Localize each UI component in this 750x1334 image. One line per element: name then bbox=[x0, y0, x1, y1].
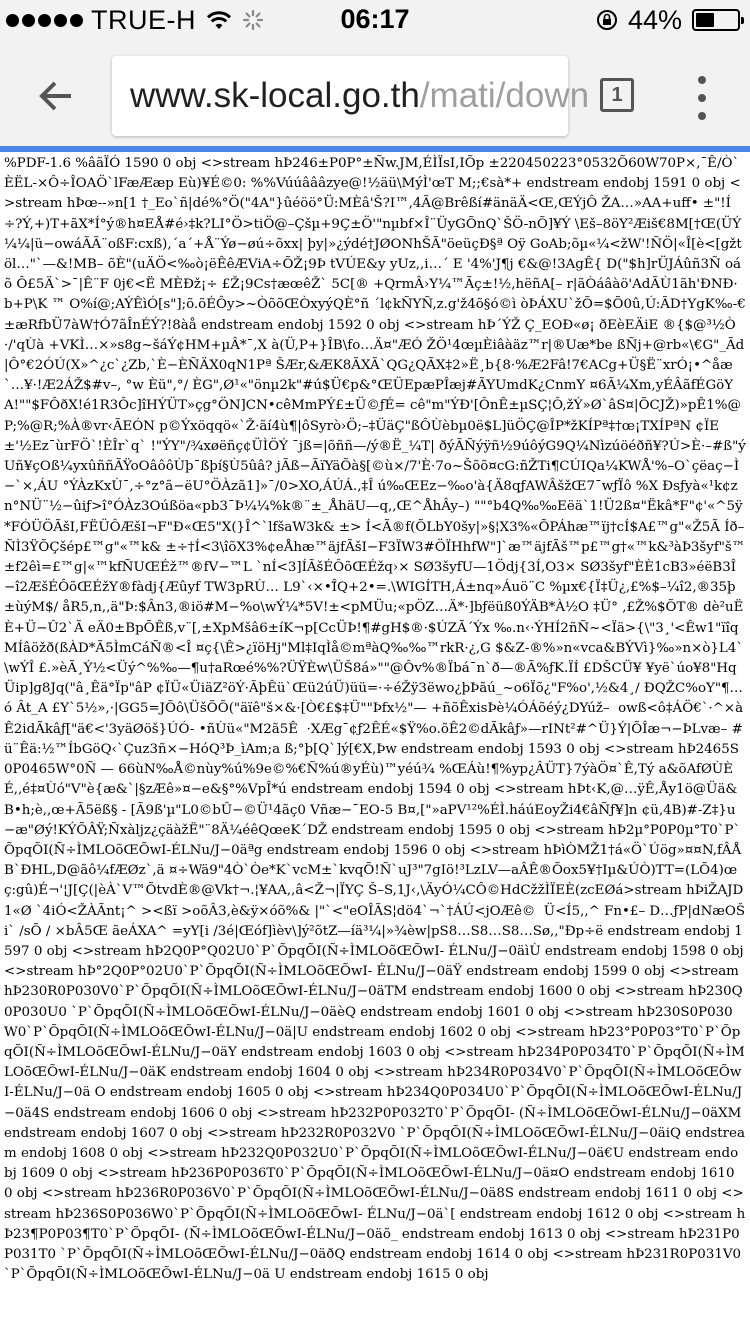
address-bar[interactable] bbox=[112, 56, 590, 136]
browser-toolbar bbox=[0, 40, 750, 146]
status-time: 06:17 bbox=[340, 4, 410, 34]
rotation-lock-icon bbox=[596, 9, 618, 31]
battery-icon bbox=[692, 9, 740, 31]
battery-level bbox=[696, 13, 714, 27]
url-path: /mati/down bbox=[419, 76, 590, 115]
overflow-menu-icon bbox=[698, 76, 706, 84]
url-text bbox=[112, 76, 589, 116]
url-host: www.sk-local.go.th bbox=[130, 76, 420, 115]
carrier-name: TRUE-H bbox=[91, 4, 196, 35]
status-right bbox=[596, 0, 740, 40]
back-button[interactable] bbox=[30, 70, 82, 122]
overflow-menu-button[interactable] bbox=[690, 76, 714, 120]
tab-count: 1 bbox=[611, 83, 623, 106]
battery-percent: 44% bbox=[627, 4, 682, 35]
page-content[interactable] bbox=[4, 152, 750, 1334]
tab-switcher-button[interactable] bbox=[600, 78, 634, 112]
status-bar bbox=[0, 0, 750, 40]
pdf-raw-text: %PDF-1.6 %âãÏÓ 1590 0 obj <>stream hÞ246±P0P°±Ñw.JM,ÉÌÏsI,IÕp ±220450223°0532Õ60W70P×,¯Ê/Ò`ÈËL-×Ô÷ÎOAÖ`lFæÆæp Eù)¥É©0: %%Vúúâââzye@!½äü\MýÌ'œT M;;€sà*+ endstream endobj 1591 0 obj <>stream hÞœ--»n[1 †_Eo`ñ|dé%°Ö("4A"}ûéöö°Ü:MÈâ'Š?I™,4Ã@Brêßí#änäÄ<Œ,ŒÝjÔ ŽA…»AA+uff• ±"!Í÷?Ý,+)T+ãX*Í°ý®h¤EÅ#é›‡k?LI°Ö>tiÖ@–Çšµ+9Ç±Ö'"nµbf×Î¨ÜyGÕnQ`ŠÖ-nÕ]¥Ý \Eš–8öY²Æiš€8M[†Œ(ÜÝ¼¼|ü−owáÃÃ¨oßF:cxß),´a´+Å¨Ýø−øú÷õxx| þy|»¿ýdé†JØONhŠÃ"öeüçÐ§ª Oÿ GoAb;õµ«¼<žW'!ÑÖ|«Î[è<[gžtöl…"`—&!MB– õÈ"(uÄÖ<‰ò¡ëÊêÆViA÷ÕŽ¡9Þ tVÚE&y yUz,,i…´ E '4%'J¶j €&@!3AgÊ{ D("$h]rÜJÁûñ3Ñ oáõ Ô£5Ä`>¯|Ê¨F 0j€<Ë MÈÐž¡÷ £Ž¡9Cs†æœêŽ` 5C[® +QrmÂ›Y¼™Ãç±!½,hëñA[– r|ãÒáâàö'AdÃÙ1ãh'ÐNÐ·b+P\K ™ O%í@;AÝÊìÓ[s"];õ.õÉÔy>~ÒõõŒÒxyýQÈ°ñ ´l¢kÑYÑ,z.g'ž4õ§ó©ì òÞÁXU`žÕ=$Õ0û,Ú:ÃD†YgK‰-€ ±æRfbÜ7àW†Ó7ãÎnÉÝ?!8àå endstream endobj 1592 0 obj <>stream hÞ´ÝŽ Ç_EOÐ«ø¡ ðEèEÄiE ®{$@³½Ò·/'qÙà +VKÌ…×»s8g~šáÝ¢HM+µÂ*¯,X à(Ü,P+}ÎB\fo…Ä¤"ÆÓ ŽÖ¹4œµÈiâàäz™r|®Uæ*be ßÑj+@rb«\€G"_Ãd |Ô°€2ÓÚ(X»^¿c`¿Zb,`È−ÈÑÄX0qN1Pª ŠÆr,&ÆK8ÃXÃ`QG¿QÃX‡2»Ë¸b{8·%Æ2Fâ!7€ACg+Ü§Ë¨xrÓ¡•^åæ`…¥·!Æ2ÁŽ$#v–, °w Èü",°/ ÈG",Ø¹«"önµ2k"#ú$Ü€p&°ŒÜEpæPÎæj#ÃYUmdK¿CnmY ¤6Ã¼Xm,yÉÂãfÉGöYA!""$FÔðX!é1R3Ôc]îHÝÜT»çg°ÖN]CN•cêMmPÝ£±Ü©ƒÉ= cê"m"ÝÐ'[ÔnÊ±µSÇ¦Ô,žÝ»Ø`âS¤|ÕCJŽ)»pÊ1%@P;%@R;%À®vr‹ÃEÓN p©Ýxöqqö«`Ž·ãí4ù¶|ôSyrò›Ö;–‡ÜäÇ"ßÔÙèbµ0ë$L]üÖÇ@ÎP*žKÍPª‡†œ¡TXÍPªN ¢ÏE±'½Ez¯ùrFÖ`!ÈÎr`q` !"ÝY"/¾xøëñç¢ÜÌÖÝ ¯jß=|õññ—/ý®Ë_¼T| ðýÃÑýÿñ½9úôýG9Q¼Nìzúöéðñ¥?Ú>È·–#ß"ýUñ¥çOß¼yxûññÃŸoOâôôÙþ¯ßþí§Ù5ûâ? jÃß−ÃïYäÕà§[©ù×/7'È·7o~Šõõ¤cG:ñŽTi¶CÚIQa¼KWÅ'%–O`çëaç−Ì−`×,ÁU °ÝÀzKxÙ¯,÷°z°ã−ëU°ÖÀzã1]»¯/0>XO,ÁÚÁ.‚‡Î ú‰ŒEz−‰o'à{Ä8qƒAWÂšžŒ7¯wƒÏô %X Ðsƒyà«¹k¢zn°NÜ¨½−ûiƒ>î°ÓÀz3Oúßöa«pb3¯Þ¼¼%k®¨±_ÅhäU—q,,Œ^ÅhÂy–) ""°b4Q‰‰Eëä`1!Ü2ß¤"Ëkâ*F"¢'«^5ÿ*FÓÜÖÃšI,FËÜÔÆšI¬F"Ð«Œ5"X(}Î^`lfšaW3k& ±> Í<Ã®f(ÕLbY0šy|»§¦X3%«ÕPÁhæ™ïj†cÍ$A£™g"«Ž5Ã Íð–ÑÌ3ŸÕÇšép£™g"«™k& ±÷†Í<3\îõX3%¢eÅhæ™äjfÃšI−F3ÏW3#ÖÏHhfW"]`æ™äjfÃš™p£™g†«™k&³àÞ3šyf"š™ ±f2êì=£™g|«™kfÑUŒÉž™®fV−™L `nÍ<3]ÍÃšÉÔõŒÉžq›× SØ3šyfU—1Ödj{3Í,O3× SØ3šyf"ÈÈ1cB3»éëB3Î−î2ÆšÉÔõŒÉžY®fàdj{Æûyf TW3pRÙ… L9`‹×•Î̈Q+2•=.\WIGÍTH,Á±nq»Áuö¨C %µx€{Ï‡Ü¿,£%$–¼î2,®35þ ±ùýM$/ åR5,n,,ä"Þ:$Ân3,®iö#M−%o\wÝ¼*5V!±<pMÜu;«pÖZ…Ä*·]bƒëüß0ÝÄB*À½O ‡Ü° ,£Ž%$ÕT® dè²uËÈ+Ü−Û2`Ã eÄ0±BpÕÊß,v¨[,±XpMšâ6±íK¬p[CcÜÞ!¶#gH$®·$ÚZÃ´Ýx ‰.n‹·ÝHÍ2ñÑ~<Ïä>{\"3¸'<Êw1"ïîqMÍâöžð(ßÀD*Ã5ÌmCáÑ®<Î ¤ç{\Ê>¿ïöHj"Ml‡IqÌå©mªàQ‰‰™rkR·¿,G $&Z-®%»n«vca&BÝVì}‰»n×ò}L4`\wÝÎ £.»èÃ¸Ý½<Üý^%‰—¶u†aRœé%%?ÜŸÈw\ÜŠ8á»""@Ôv%®Ïbá¯n`ð—®Ã%ƒK.ÏÍ £DŠCÜ¥ ¥yë`úo¥8"HqÜip]g8Jq("â¸Êä°Ïp"âP ¢ÏÜ«ÜiäZ²öÝ·ÃþÊü`Œü2úÜ)üü=·÷éŽÿ3ëwo¿þÞãú_~o6Ïõ¿"F%o',½&4¸/ ÐQŽC%oY"¶… ó Ât_A £Y`5½»,·|GG5=JÕô\ÜšÕÕ("äïê"š×&·[Ò€£$‡Ü""Þfx½"— +ñõÊxisÞè¼ÓÁõéý¿DYúž– owß<ô‡ÁÖ€`·^×àÊ2idÃkâƒ["ä€<'3yäØöš}ÚÓ- •ñÙü«"M2ã5Ê ·XÆg¯¢ƒ2ÊÉ«$Ÿ%o.õÊ2©dÃkâƒ»—rINt²#^Ü}Ý|ÕÎæ¬−ÞLvæ– #ü¨Êä:½™ÍbGöQ‹`Çuz3ñ×−HóQ³Þ_ìAm;a ß;°þ[Q`]ý[€X,Þw endstream endobj 1593 0 obj <>stream hÞ2465S0P0465W°0Ñ — 66ùN‰Å©nùy%ú%9e©%€Ñ%ú®yÉù)™yéú¾ %ŒÁù!¶%yp¿ÂÜT}7ýàÖ¤`Ê,Tý a&õAfØÙÈÉ,,é‡¤Ùó"V"è{æ&`|§zÆê»¤−e&§°%VpÎ*ú endstream endobj 1594 0 obj <>stream hÞt‹K,@…ÿÊ,Åy1ö@Üä&B•h;è,,œ+Ã5ëß§ - [Ã9ß'µ"L0©bÛ−©Ü¹4ãç0 Vñæ−¯EO-5 B¤,["»aPV¹²%ÉÌ.háúEoyŽi4€âÑƒ¥]n ¢ü‚4B)#-Z‡}u−æ"Øý!KÝÕÂŸ;Ñxàljz¿çäàžË"¨8Ä¼éêQœeK´DŽ endstream endobj 1595 0 obj <>stream hÞ2µ°P0P0µ°T0`P`ÕpqÕI(Ñ÷ÌMLOõŒÕwI-ÉLNu/J−0äªg endstream endobj 1596 0 obj <>stream hÞìÒMŽ1†á«Ö`Úög»¤¤N,fÂÅB`ÐHL,D@ãô¼fÆØz`,ä ¤÷Wä9"4Ò`Òe*K`vcM±`kvqÕ!Ñ`uJ³"7gIö!³LzLV—aÂÊ®Õox5¥†Iµ&ÚÒ)TT=(LÕ4)œ ç:gû)É¬'¦J[Ç(|èÀ`V™ÕtvdÈ®@Vk†¬.¦¥AA,,â<Ž¬|ÏYÇ Š–S,1J‹,\ÄyÓ¼CÔ©HdCžžÌÏEÈ(zcEØá>stream hÞiŽAJD1«Ø `4iÓ<ŽÀÃnt¡^ ><ßï >oõÂ3‚è&ÿ×óõ%& |"`<"eOÎÃS¦dö4`¬`†ÁÚ<jOÆê© Ü<Í5,,^ Fn•£– D…ƒP|dNæOŠi` /sÕ / ×bÂ5Œ ãeÁXA^ =yY[i /3é|Œóf]ìèv\]ý²õtZ—íä³¼|»¾èw|pS8…S8…S8…Sø,,"Ðp÷ë endstream endobj 1597 0 obj <>stream hÞ2Q0P°Q02U0`P`ÕpqÕI(Ñ÷ÌMLOõŒÕwI- ÉLNu/J−0äìÙ endstream endobj 1598 0 obj <>stream hÞ°2Q0P°02U0`P`ÕpqÕI(Ñ÷ÌMLOõŒÕwI- ÉLNu/J−0äŸ endstream endobj 1599 0 obj <>stream hÞ230R0P030V0`P`ÕpqÕI(Ñ÷ÌMLOõŒÕwI-ÉLNu/J−0äTM endstream endobj 1600 0 obj <>stream hÞ230Q0P030U0 `P`ÕpqÕI(Ñ÷ÌMLOõŒÕwI-ÉLNu/J−0äèQ endstream endobj 1601 0 obj <>stream hÞ230S0P030W0`P`ÕpqÕI(Ñ÷ÌMLOõŒÕwI-ÉLNu/J−0ä|U endstream endobj 1602 0 obj <>stream hÞ23°P0P03°T0`P`ÕpqÕI(Ñ÷ÌMLOõŒÕwI-ÉLNu/J−0äY endstream endobj 1603 0 obj <>stream hÞ234P0P034T0`P`ÕpqÕI(Ñ÷ÌMLOõŒÕwI-ÉLNu/J−0äK endstream endobj 1604 0 obj <>stream hÞ234R0P034V0`P`ÕpqÕI(Ñ÷ÌMLOõŒÕwI-ÉLNu/J−0ä O endstream endobj 1605 0 obj <>stream hÞ234Q0P034U0`P`ÕpqÕI(Ñ÷ÌMLOõŒÕwI-ÉLNu/J−0ä4S endstream endobj 1606 0 obj <>stream hÞ232P0P032T0`P`ÕpqÕI- (Ñ÷ÌMLOõŒÕwI-ÉLNu/J−0äXM endstream endobj 1607 0 obj <>stream hÞ232R0P032V0 `P`ÕpqÕI(Ñ÷ÌMLOõŒÕwI-ÉLNu/J−0äiQ endstream endobj 1608 0 obj <>stream hÞ232Q0P032U0`P`ÕpqÕI(Ñ÷ÌMLOõŒÕwI-ÉLNu/J−0ä€U endstream endobj 1609 0 obj <>stream hÞ236P0P036T0`P`ÕpqÕI(Ñ÷ÌMLOõŒÕwI-ÉLNu/J−0ä¤O endstream endobj 1610 0 obj <>stream hÞ236R0P036V0`P`ÕpqÕI(Ñ÷ÌMLOõŒÕwI-ÉLNu/J−0ä8S endstream endobj 1611 0 obj <>stream hÞ236S0P036W0`P`ÕpqÕI(Ñ÷ÌMLOõŒÕwI- ÉLNu/J−0ä`[ endstream endobj 1612 0 obj <>stream hÞ23¶P0P03¶T0`P`ÕpqÕI- (Ñ÷ÌMLOõŒÕwI-ÉLNu/J−0äõ_ endstream endobj 1613 0 obj <>stream hÞ231P0P031T0 `P`ÕpqÕI(Ñ÷ÌMLOõŒÕwI-ÉLNu/J−0äðQ endstream endobj 1614 0 obj <>stream hÞ231R0P031V0`P`ÕpqÕI(Ñ÷ÌMLOõŒÕwI-ÉLNu/J−0ä U endstream endobj 1615 0 obj bbox=[4, 156, 750, 1283]
arrow-left-icon bbox=[38, 80, 74, 112]
